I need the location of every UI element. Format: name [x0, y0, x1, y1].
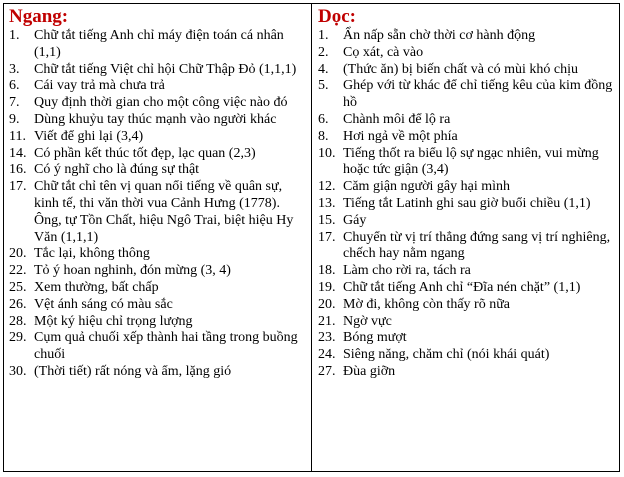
down-clue	[318, 280, 615, 297]
down-clue	[318, 146, 615, 180]
clue-text: Siêng năng, chăm chỉ (nói khái quát)	[343, 347, 550, 363]
clue-text: Cụm quả chuối xếp thành hai tầng trong buồng chuối	[34, 330, 298, 363]
across-clue	[9, 78, 307, 95]
down-clue	[318, 28, 615, 45]
down-heading: Dọc:	[318, 6, 356, 27]
down-clue	[318, 62, 615, 79]
clue-text: Chuyển từ vị trí thẳng đứng sang vị trí nghiêng, chếch hay nằm ngang	[343, 229, 611, 262]
clue-text: Có ý nghĩ cho là đúng sự thật	[34, 162, 200, 178]
clue-number: 12.	[318, 179, 336, 195]
clue-text: Quy định thời gian cho một công việc nào đó	[34, 95, 288, 111]
clue-text: Chữ tắt chỉ tên vị quan nổi tiếng về quân sự, kinh tế, thi văn thời vua Cảnh Hưng (1778). Ông, tự Tồn Chất, hiệu Ngô Trai, biệt hiệu Hy Văn (1,1,1)	[34, 179, 294, 245]
clue-number: 20.	[9, 246, 27, 262]
across-clue	[9, 246, 307, 263]
down-clue	[318, 45, 615, 62]
down-column	[312, 4, 619, 471]
clue-number: 1.	[9, 28, 20, 43]
clue-number: 5.	[318, 78, 329, 94]
clue-table	[3, 3, 620, 472]
across-column	[4, 4, 312, 471]
clue-number: 25.	[9, 279, 27, 295]
clue-text: Tiếng tắt Latinh ghi sau giờ buổi chiều (1,1)	[343, 195, 591, 211]
clue-number: 4.	[318, 61, 329, 77]
clue-number: 10.	[318, 145, 336, 161]
down-clue	[318, 78, 615, 112]
across-clue	[9, 146, 307, 163]
clue-text: Gáy	[343, 212, 367, 228]
clue-number: 29.	[9, 330, 27, 346]
clue-number: 13.	[318, 195, 336, 211]
clue-number: 6.	[318, 111, 329, 127]
clue-text: Cọ xát, cà vào	[343, 44, 424, 60]
down-clue	[318, 297, 615, 314]
clue-text: Căm giận người gây hại mình	[343, 179, 511, 195]
clue-number: 17.	[318, 229, 336, 245]
clue-text: Chữ tắt tiếng Việt chỉ hội Chữ Thập Đỏ (1,1,1)	[34, 61, 297, 77]
across-clue	[9, 179, 307, 246]
across-clue	[9, 95, 307, 112]
down-clue	[318, 129, 615, 146]
clue-number: 8.	[318, 128, 329, 144]
down-clue	[318, 347, 615, 364]
across-clue	[9, 364, 307, 381]
clue-number: 14.	[9, 145, 27, 161]
down-clue	[318, 330, 615, 347]
across-clue	[9, 314, 307, 331]
clue-text: (Thời tiết) rất nóng và ẩm, lặng gió	[34, 363, 232, 379]
clue-number: 23.	[318, 330, 336, 346]
clue-text: Xem thường, bất chấp	[34, 279, 159, 295]
down-clue	[318, 213, 615, 230]
clue-number: 17.	[9, 179, 27, 195]
down-clue	[318, 230, 615, 264]
across-heading: Ngang:	[9, 6, 69, 27]
clue-text: Tắc lại, không thông	[34, 246, 150, 262]
clue-text: Hơi ngả về một phía	[343, 128, 458, 144]
down-clue	[318, 112, 615, 129]
clue-number: 7.	[9, 95, 20, 111]
clue-text: Bóng mượt	[343, 330, 407, 346]
clue-text: Tiếng thốt ra biểu lộ sự ngạc nhiên, vui mừng hoặc tức giận (3,4)	[343, 145, 599, 178]
clue-text: Đùa giỡn	[343, 363, 396, 379]
clue-text: Chành môi để lộ ra	[343, 111, 451, 127]
across-clue	[9, 280, 307, 297]
clue-text: (Thức ăn) bị biến chất và có mùi khó chịu	[343, 61, 579, 77]
across-clue	[9, 62, 307, 79]
across-clue	[9, 263, 307, 280]
clue-text: Làm cho rời ra, tách ra	[343, 263, 471, 279]
clue-number: 19.	[318, 279, 336, 295]
across-clue	[9, 162, 307, 179]
clue-text: Chữ tắt tiếng Anh chỉ máy điện toán cá nhân (1,1)	[34, 28, 284, 60]
clue-number: 22.	[9, 263, 27, 279]
clue-number: 27.	[318, 363, 336, 379]
clue-number: 11.	[9, 128, 26, 144]
clue-text: Ngờ vực	[343, 313, 392, 329]
clue-number: 21.	[318, 313, 336, 329]
down-clue	[318, 314, 615, 331]
clue-number: 2.	[318, 44, 329, 60]
clue-number: 30.	[9, 363, 27, 379]
clue-text: Cái vay trả mà chưa trả	[34, 78, 165, 94]
clue-text: Chữ tắt tiếng Anh chỉ “Đĩa nén chặt” (1,1)	[343, 279, 581, 295]
clue-number: 18.	[318, 263, 336, 279]
across-clue	[9, 297, 307, 314]
clue-number: 28.	[9, 313, 27, 329]
clue-number: 15.	[318, 212, 336, 228]
across-clue-list	[9, 28, 307, 381]
clue-number: 24.	[318, 347, 336, 363]
across-clue	[9, 330, 307, 364]
across-clue	[9, 28, 307, 62]
down-clue-list	[318, 28, 615, 381]
clue-number: 26.	[9, 296, 27, 312]
clue-number: 6.	[9, 78, 20, 94]
clue-number: 16.	[9, 162, 27, 178]
clue-text: Tỏ ý hoan nghinh, đón mừng (3, 4)	[34, 263, 231, 279]
down-clue	[318, 196, 615, 213]
clue-text: Có phần kết thúc tốt đẹp, lạc quan (2,3)	[34, 145, 256, 161]
across-clue	[9, 129, 307, 146]
clue-text: Ghép với từ khác để chỉ tiếng kêu của kim đồng hồ	[343, 78, 613, 111]
down-clue	[318, 179, 615, 196]
clue-text: Một ký hiệu chỉ trọng lượng	[34, 313, 193, 329]
clue-text: Vệt ánh sáng có màu sắc	[34, 296, 173, 312]
clue-text: Ẩn nấp sẵn chờ thời cơ hành động	[343, 28, 536, 43]
clue-text: Viết để ghi lại (3,4)	[34, 128, 144, 144]
clue-number: 20.	[318, 296, 336, 312]
clue-number: 3.	[9, 61, 20, 77]
down-clue	[318, 364, 615, 381]
down-clue	[318, 263, 615, 280]
across-clue	[9, 112, 307, 129]
clue-text: Mờ đi, không còn thấy rõ nữa	[343, 296, 511, 312]
clue-text: Dùng khuỷu tay thúc mạnh vào người khác	[34, 111, 277, 127]
clue-number: 1.	[318, 28, 329, 43]
clue-number: 9.	[9, 111, 20, 127]
